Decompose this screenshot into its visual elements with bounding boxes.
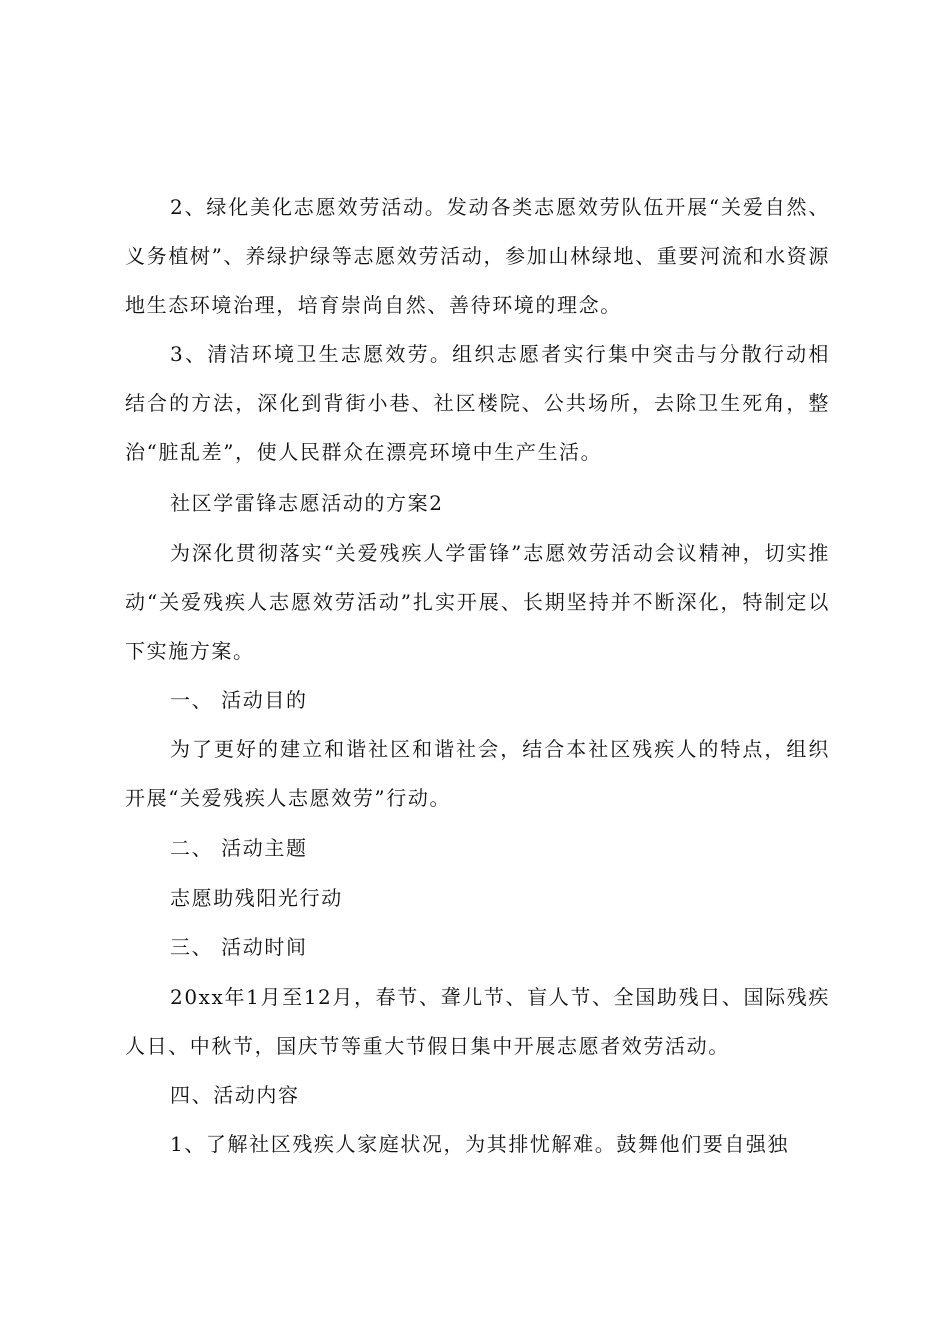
paragraph-time: 20xx年1月至12月，春节、聋儿节、盲人节、全国助残日、国际残疾人日、中秋节，国庆节等重大节假日集中开展志愿者效劳活动。 [125, 985, 830, 1058]
heading-activity-time: 三、 活动时间 [170, 935, 308, 959]
section-title-plan-2: 社区学雷锋志愿活动的方案2 [170, 491, 444, 515]
heading-activity-purpose: 一、 活动目的 [170, 688, 308, 712]
paragraph-intro: 为深化贯彻落实“关爱残疾人学雷锋”志愿效劳活动会议精神，切实推动“关爱残疾人志愿效劳活动”扎实开展、长期坚持并不断深化，特制定以下实施方案。 [125, 541, 830, 663]
paragraph-greening: 2、绿化美化志愿效劳活动。发动各类志愿效劳队伍开展“关爱自然、义务植树”、养绿护绿等志愿效劳活动，参加山林绿地、重要河流和水资源地生态环境治理，培育崇尚自然、善待环境的理念。 [125, 195, 830, 317]
heading-activity-theme: 二、 活动主题 [170, 836, 308, 860]
paragraph-theme: 志愿助残阳光行动 [170, 886, 343, 910]
paragraph-cleaning: 3、清洁环境卫生志愿效劳。组织志愿者实行集中突击与分散行动相结合的方法，深化到背街小巷、社区楼院、公共场所，去除卫生死角，整治“脏乱差”，使人民群众在漂亮环境中生产生活。 [125, 342, 830, 464]
heading-activity-content: 四、活动内容 [170, 1083, 300, 1107]
paragraph-content-1: 1、了解社区残疾人家庭状况，为其排忧解难。鼓舞他们要自强独 [170, 1132, 790, 1156]
paragraph-purpose: 为了更好的建立和谐社区和谐社会，结合本社区残疾人的特点，组织开展“关爱残疾人志愿效劳”行动。 [125, 737, 830, 810]
